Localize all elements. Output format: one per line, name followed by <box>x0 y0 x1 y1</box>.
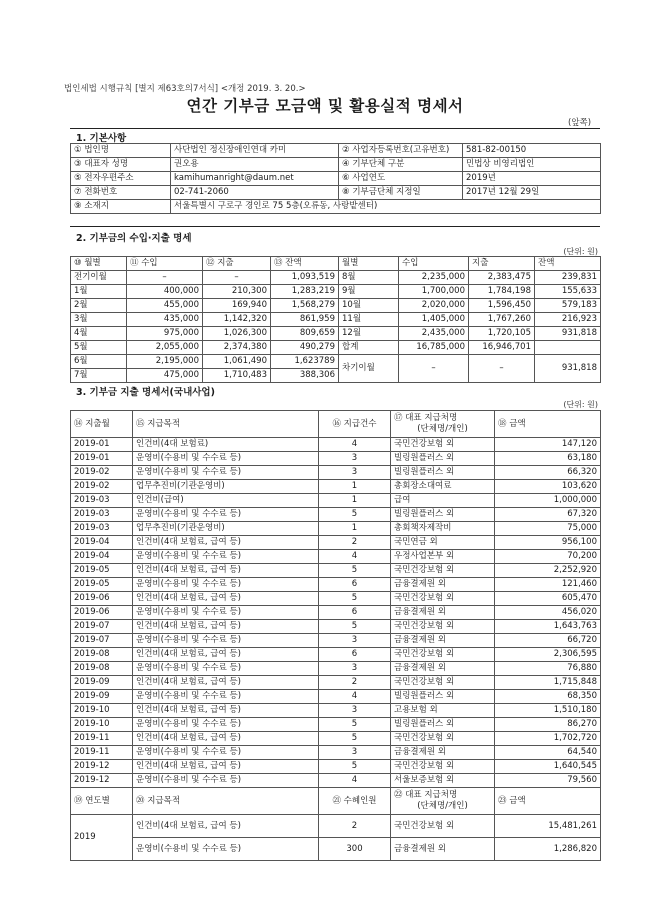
month-cell: 12월 <box>339 327 399 341</box>
expense-count: 3 <box>319 704 391 718</box>
expense-amount: 2,252,920 <box>495 564 601 578</box>
expense-count: 5 <box>319 564 391 578</box>
expense-purpose: 인건비(4대 보험료, 급여 등) <box>133 592 319 606</box>
expense-purpose: 업무추진비(기관운영비) <box>133 480 319 494</box>
expense-amount: 121,460 <box>495 578 601 592</box>
expense-month: 2019-07 <box>71 634 133 648</box>
expense-count: 3 <box>319 662 391 676</box>
expense-recipient: 고용보험 외 <box>391 704 495 718</box>
info-label: ⑧ 기부금단체 지정일 <box>339 186 463 200</box>
expense-row <box>71 662 601 676</box>
expense-amount: 70,200 <box>495 550 601 564</box>
expense-recipient: 총회책자제작비 <box>391 522 495 536</box>
summary-purpose: 인건비(4대 보험료, 급여 등) <box>133 815 319 838</box>
expense-cell: 1,720,105 <box>469 327 535 341</box>
column-header: ⑮ 지급목적 <box>133 411 319 438</box>
expense-recipient: 국민건강보험 외 <box>391 760 495 774</box>
expense-purpose: 운영비(수용비 및 수수료 등) <box>133 550 319 564</box>
expense-cell: 1,784,198 <box>469 285 535 299</box>
expense-month: 2019-02 <box>71 466 133 480</box>
address-label: ⑨ 소재지 <box>71 200 171 214</box>
balance-cell: 239,831 <box>535 271 601 285</box>
info-value: 2019년 <box>463 172 601 186</box>
expense-amount: 64,540 <box>495 746 601 760</box>
expense-amount: 66,720 <box>495 634 601 648</box>
summary-purpose: 운영비(수용비 및 수수료 등) <box>133 838 319 861</box>
balance-cell: 931,818 <box>535 327 601 341</box>
expense-row <box>71 452 601 466</box>
column-header: ⑬ 잔액 <box>271 257 339 271</box>
expense-row <box>71 648 601 662</box>
expense-month: 2019-04 <box>71 550 133 564</box>
recipient-header: ⑰ 대표 지급처명 <box>394 413 458 423</box>
expense-recipient: 빌링원플러스 외 <box>391 718 495 732</box>
expense-amount: 956,100 <box>495 536 601 550</box>
expense-recipient: 빌링원플러스 외 <box>391 452 495 466</box>
header-row <box>71 257 601 271</box>
expense-recipient: 국민건강보험 외 <box>391 564 495 578</box>
income-cell: 455,000 <box>127 299 203 313</box>
column-header: ⑱ 금액 <box>495 411 601 438</box>
expense-purpose: 운영비(수용비 및 수수료 등) <box>133 774 319 788</box>
balance-cell: 216,923 <box>535 313 601 327</box>
expense-count: 6 <box>319 648 391 662</box>
expense-amount: 1,510,180 <box>495 704 601 718</box>
expense-month: 2019-06 <box>71 592 133 606</box>
info-label: ② 사업자등록번호(고유번호) <box>339 144 463 158</box>
section2-unit: (단위: 원) <box>563 247 598 256</box>
expense-amount: 1,702,720 <box>495 732 601 746</box>
expense-count: 2 <box>319 536 391 550</box>
expense-month: 2019-12 <box>71 774 133 788</box>
expense-amount: 67,320 <box>495 508 601 522</box>
expense-recipient: 국민건강보험 외 <box>391 620 495 634</box>
section2-title: 2. 기부금의 수입·지출 명세 <box>76 233 192 244</box>
expense-count: 3 <box>319 466 391 480</box>
expense-count: 1 <box>319 494 391 508</box>
expense-recipient: 국민건강보험 외 <box>391 648 495 662</box>
month-cell: 1월 <box>71 285 127 299</box>
expense-cell: 1,026,300 <box>203 327 271 341</box>
summary-header-row <box>71 788 601 815</box>
expense-cell: 210,300 <box>203 285 271 299</box>
expense-row <box>71 480 601 494</box>
expense-recipient: 급여 <box>391 494 495 508</box>
income-cell: 1,405,000 <box>399 313 469 327</box>
expense-month: 2019-12 <box>71 760 133 774</box>
document-title: 연간 기부금 모금액 및 활용실적 명세서 <box>186 97 464 115</box>
balance-cell <box>535 341 601 355</box>
address-row <box>71 200 601 214</box>
column-header: 수입 <box>399 257 469 271</box>
expense-row <box>71 690 601 704</box>
recipient-subheader: (단체명/개인) <box>417 801 468 811</box>
expense-recipient: 금융결제원 외 <box>391 746 495 760</box>
column-header: ㉑ 수혜인원 <box>319 788 391 815</box>
expense-row <box>71 592 601 606</box>
expense-amount: 1,640,545 <box>495 760 601 774</box>
monthly-row <box>71 285 601 299</box>
income-cell: 2,055,000 <box>127 341 203 355</box>
income-cell: 2,195,000 <box>127 355 203 369</box>
expense-recipient: 금융결제원 외 <box>391 662 495 676</box>
info-value: 581-82-00150 <box>463 144 601 158</box>
balance-cell: 1,283,219 <box>271 285 339 299</box>
expense-count: 5 <box>319 508 391 522</box>
balance-cell: 1,568,279 <box>271 299 339 313</box>
expense-recipient: 금융결제원 외 <box>391 578 495 592</box>
expense-cell: 1,596,450 <box>469 299 535 313</box>
expense-row <box>71 494 601 508</box>
column-header <box>391 411 495 438</box>
summary-row <box>71 815 601 838</box>
section3-title: 3. 기부금 지출 명세서(국내사업) <box>76 387 215 398</box>
expense-amount: 2,306,595 <box>495 648 601 662</box>
month-cell: 6월 <box>71 355 127 369</box>
expense-amount: 147,120 <box>495 438 601 452</box>
expense-recipient: 국민건강보험 외 <box>391 438 495 452</box>
info-value: 02-741-2060 <box>171 186 339 200</box>
expense-row <box>71 606 601 620</box>
info-row <box>71 144 601 158</box>
summary-year: 2019 <box>71 815 133 861</box>
expense-cell: 1,142,320 <box>203 313 271 327</box>
summary-beneficiaries: 2 <box>319 815 391 838</box>
income-cell: 400,000 <box>127 285 203 299</box>
summary-row <box>71 838 601 861</box>
expense-recipient: 국민건강보험 외 <box>391 732 495 746</box>
expense-detail-table <box>70 410 601 861</box>
expense-count: 4 <box>319 550 391 564</box>
month-cell: 4월 <box>71 327 127 341</box>
column-header: 월별 <box>339 257 399 271</box>
expense-recipient: 총회장소대여료 <box>391 480 495 494</box>
expense-amount: 63,180 <box>495 452 601 466</box>
expense-row <box>71 718 601 732</box>
expense-recipient: 금융결제원 외 <box>391 634 495 648</box>
header-row <box>71 411 601 438</box>
expense-cell: 169,940 <box>203 299 271 313</box>
income-cell: 475,000 <box>127 369 203 383</box>
monthly-row <box>71 327 601 341</box>
expense-amount: 1,643,763 <box>495 620 601 634</box>
expense-month: 2019-04 <box>71 536 133 550</box>
expense-amount: 1,000,000 <box>495 494 601 508</box>
expense-recipient: 국민연금 외 <box>391 536 495 550</box>
expense-purpose: 인건비(4대 보험료, 급여 등) <box>133 676 319 690</box>
summary-beneficiaries: 300 <box>319 838 391 861</box>
info-label: ③ 대표자 성명 <box>71 158 171 172</box>
expense-amount: 79,560 <box>495 774 601 788</box>
expense-row <box>71 774 601 788</box>
info-label: ⑥ 사업연도 <box>339 172 463 186</box>
expense-recipient: 서울보증보험 외 <box>391 774 495 788</box>
section1-title: 1. 기본사항 <box>76 133 127 144</box>
front-page-mark: (앞쪽) <box>568 118 592 128</box>
balance-cell: 579,183 <box>535 299 601 313</box>
expense-purpose: 인건비(4대 보험료, 급여 등) <box>133 732 319 746</box>
expense-month: 2019-03 <box>71 508 133 522</box>
summary-amount: 1,286,820 <box>495 838 601 861</box>
expense-purpose: 인건비(급여) <box>133 494 319 508</box>
expense-purpose: 인건비(4대 보험료, 급여 등) <box>133 648 319 662</box>
expense-month: 2019-11 <box>71 732 133 746</box>
expense-month: 2019-05 <box>71 564 133 578</box>
balance-cell: 490,279 <box>271 341 339 355</box>
expense-amount: 75,000 <box>495 522 601 536</box>
expense-month: 2019-02 <box>71 480 133 494</box>
carry-balance: 931,818 <box>535 355 601 383</box>
info-value: 민법상 비영리법인 <box>463 158 601 172</box>
info-value: 권오용 <box>171 158 339 172</box>
balance-cell: 1,093,519 <box>271 271 339 285</box>
month-cell: 5월 <box>71 341 127 355</box>
expense-row <box>71 760 601 774</box>
expense-cell: 16,946,701 <box>469 341 535 355</box>
expense-row <box>71 550 601 564</box>
expense-recipient: 국민건강보험 외 <box>391 676 495 690</box>
expense-row <box>71 522 601 536</box>
expense-count: 5 <box>319 760 391 774</box>
expense-amount: 76,880 <box>495 662 601 676</box>
expense-month: 2019-08 <box>71 662 133 676</box>
expense-purpose: 운영비(수용비 및 수수료 등) <box>133 452 319 466</box>
column-header: ⑭ 지출월 <box>71 411 133 438</box>
expense-purpose: 인건비(4대 보험료, 급여 등) <box>133 536 319 550</box>
column-header: ⑲ 연도별 <box>71 788 133 815</box>
expense-purpose: 운영비(수용비 및 수수료 등) <box>133 690 319 704</box>
expense-amount: 103,620 <box>495 480 601 494</box>
expense-purpose: 운영비(수용비 및 수수료 등) <box>133 578 319 592</box>
column-header: ⑳ 지급목적 <box>133 788 319 815</box>
expense-month: 2019-01 <box>71 452 133 466</box>
income-cell: 2,235,000 <box>399 271 469 285</box>
expense-cell: 1,710,483 <box>203 369 271 383</box>
recipient-header: ㉒ 대표 지급처명 <box>394 790 458 800</box>
expense-count: 2 <box>319 676 391 690</box>
expense-cell: 2,374,380 <box>203 341 271 355</box>
column-header: 잔액 <box>535 257 601 271</box>
expense-row <box>71 438 601 452</box>
expense-row <box>71 746 601 760</box>
expense-month: 2019-10 <box>71 718 133 732</box>
carry-expense: – <box>469 355 535 383</box>
income-cell: 16,785,000 <box>399 341 469 355</box>
expense-month: 2019-03 <box>71 522 133 536</box>
month-cell: 8월 <box>339 271 399 285</box>
expense-purpose: 운영비(수용비 및 수수료 등) <box>133 662 319 676</box>
balance-cell: 809,659 <box>271 327 339 341</box>
expense-recipient: 우정사업본부 외 <box>391 550 495 564</box>
expense-purpose: 운영비(수용비 및 수수료 등) <box>133 718 319 732</box>
expense-row <box>71 564 601 578</box>
expense-row <box>71 508 601 522</box>
expense-month: 2019-03 <box>71 494 133 508</box>
expense-row <box>71 704 601 718</box>
expense-recipient: 금융결제원 외 <box>391 606 495 620</box>
balance-cell: 861,959 <box>271 313 339 327</box>
expense-recipient: 빌링원플러스 외 <box>391 690 495 704</box>
expense-month: 2019-09 <box>71 690 133 704</box>
section3-unit: (단위: 원) <box>563 400 598 409</box>
column-header: ⑩ 월별 <box>71 257 127 271</box>
expense-purpose: 인건비(4대 보험료, 급여 등) <box>133 760 319 774</box>
expense-purpose: 인건비(4대 보험료, 급여 등) <box>133 564 319 578</box>
summary-recipient: 국민건강보험 외 <box>391 815 495 838</box>
info-value: 2017년 12월 29일 <box>463 186 601 200</box>
monthly-row <box>71 299 601 313</box>
recipient-subheader: (단체명/개인) <box>417 424 468 434</box>
column-header: 지출 <box>469 257 535 271</box>
expense-count: 4 <box>319 438 391 452</box>
expense-amount: 605,470 <box>495 592 601 606</box>
column-header: ⑪ 수입 <box>127 257 203 271</box>
column-header: ⑫ 지출 <box>203 257 271 271</box>
expense-cell: 2,383,475 <box>469 271 535 285</box>
month-cell: 7월 <box>71 369 127 383</box>
expense-count: 4 <box>319 774 391 788</box>
expense-count: 3 <box>319 634 391 648</box>
expense-cell: – <box>203 271 271 285</box>
info-value: kamihumanright@daum.net <box>171 172 339 186</box>
column-header: ㉓ 금액 <box>495 788 601 815</box>
monthly-row <box>71 313 601 327</box>
expense-purpose: 인건비(4대 보험료, 급여 등) <box>133 620 319 634</box>
expense-count: 3 <box>319 452 391 466</box>
month-cell: 9월 <box>339 285 399 299</box>
expense-count: 5 <box>319 592 391 606</box>
expense-row <box>71 676 601 690</box>
expense-purpose: 운영비(수용비 및 수수료 등) <box>133 508 319 522</box>
expense-amount: 86,270 <box>495 718 601 732</box>
expense-count: 3 <box>319 746 391 760</box>
expense-purpose: 운영비(수용비 및 수수료 등) <box>133 746 319 760</box>
address-value: 서울특별시 구로구 경인로 75 5층(오류동, 사랑밭센터) <box>171 200 601 214</box>
section1-top-rule <box>70 128 600 129</box>
expense-month: 2019-11 <box>71 746 133 760</box>
income-cell: 2,020,000 <box>399 299 469 313</box>
income-cell: – <box>127 271 203 285</box>
income-expense-table <box>70 256 601 383</box>
expense-count: 5 <box>319 620 391 634</box>
expense-row <box>71 634 601 648</box>
expense-row <box>71 578 601 592</box>
info-label: ⑦ 전화번호 <box>71 186 171 200</box>
expense-count: 4 <box>319 690 391 704</box>
expense-cell: 1,061,490 <box>203 355 271 369</box>
balance-cell: 1,623789 <box>271 355 339 369</box>
month-cell: 10월 <box>339 299 399 313</box>
expense-purpose: 운영비(수용비 및 수수료 등) <box>133 466 319 480</box>
expense-recipient: 국민건강보험 외 <box>391 592 495 606</box>
expense-row <box>71 732 601 746</box>
month-cell: 11월 <box>339 313 399 327</box>
expense-month: 2019-01 <box>71 438 133 452</box>
monthly-row <box>71 341 601 355</box>
month-cell: 2월 <box>71 299 127 313</box>
expense-month: 2019-07 <box>71 620 133 634</box>
info-label: ④ 기부단체 구분 <box>339 158 463 172</box>
expense-month: 2019-09 <box>71 676 133 690</box>
info-label: ① 법인명 <box>71 144 171 158</box>
expense-row <box>71 620 601 634</box>
expense-amount: 1,715,848 <box>495 676 601 690</box>
expense-count: 1 <box>319 480 391 494</box>
column-header <box>391 788 495 815</box>
income-cell: 435,000 <box>127 313 203 327</box>
expense-amount: 456,020 <box>495 606 601 620</box>
income-cell: 1,700,000 <box>399 285 469 299</box>
expense-row <box>71 466 601 480</box>
expense-purpose: 인건비(4대 보험료, 급여 등) <box>133 704 319 718</box>
carry-income: – <box>399 355 469 383</box>
income-cell: 975,000 <box>127 327 203 341</box>
expense-cell: 1,767,260 <box>469 313 535 327</box>
balance-cell: 388,306 <box>271 369 339 383</box>
expense-count: 5 <box>319 732 391 746</box>
info-row <box>71 172 601 186</box>
basic-info-table <box>70 143 601 214</box>
monthly-row <box>71 271 601 285</box>
monthly-row <box>71 355 601 369</box>
expense-purpose: 운영비(수용비 및 수수료 등) <box>133 634 319 648</box>
expense-month: 2019-05 <box>71 578 133 592</box>
info-label: ⑤ 전자우편주소 <box>71 172 171 186</box>
income-cell: 2,435,000 <box>399 327 469 341</box>
expense-month: 2019-10 <box>71 704 133 718</box>
month-cell: 합계 <box>339 341 399 355</box>
expense-amount: 68,350 <box>495 690 601 704</box>
info-row <box>71 186 601 200</box>
carry-label: 차기이월 <box>339 355 399 383</box>
month-cell: 전기이월 <box>71 271 127 285</box>
expense-count: 5 <box>319 718 391 732</box>
info-row <box>71 158 601 172</box>
column-header: ⑯ 지급건수 <box>319 411 391 438</box>
expense-recipient: 빌링원플러스 외 <box>391 466 495 480</box>
expense-purpose: 업무추진비(기관운영비) <box>133 522 319 536</box>
expense-month: 2019-08 <box>71 648 133 662</box>
balance-cell: 155,633 <box>535 285 601 299</box>
expense-purpose: 운영비(수용비 및 수수료 등) <box>133 606 319 620</box>
expense-count: 1 <box>319 522 391 536</box>
info-value: 사단법인 정신장애인연대 카미 <box>171 144 339 158</box>
expense-amount: 66,320 <box>495 466 601 480</box>
expense-recipient: 빌링원플러스 외 <box>391 508 495 522</box>
expense-purpose: 인건비(4대 보험료) <box>133 438 319 452</box>
month-cell: 3월 <box>71 313 127 327</box>
summary-amount: 15,481,261 <box>495 815 601 838</box>
expense-count: 6 <box>319 606 391 620</box>
section2-top-rule <box>70 226 600 227</box>
expense-count: 6 <box>319 578 391 592</box>
form-reference: 법인세법 시행규칙 [별지 제63호의7서식] <개정 2019. 3. 20.> <box>64 84 306 94</box>
expense-row <box>71 536 601 550</box>
expense-month: 2019-06 <box>71 606 133 620</box>
summary-recipient: 금융결제원 외 <box>391 838 495 861</box>
